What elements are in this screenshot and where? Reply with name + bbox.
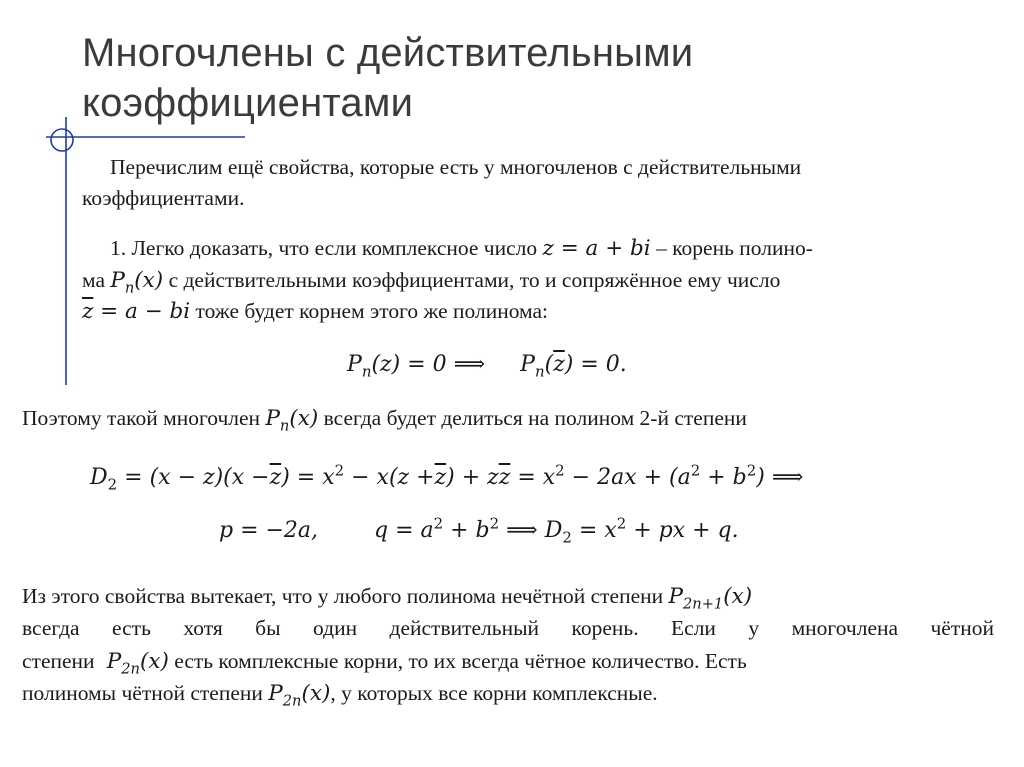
conjugate-root-equation: $P_n(z) = 0$ ⟹ $P_n(\overline{z}) = 0$.	[347, 352, 627, 381]
d2-expansion-formula: $D_2 = (x - z)(x -\overline{z}) = x^2 - x(z +\overline{z}) + z\overline{z} = x^2 - 2ax + (a^2 + b^2)$ ⟹	[90, 461, 804, 494]
conclusion-line-3: степени $P_{2n}(x)$ есть комплексные корни, то их всегда чётное количество. Есть	[22, 649, 747, 678]
zbar-formula: $\overline{z} = a$ − bi	[82, 299, 191, 324]
intro-line-1: Перечислим ещё свойства, которые есть у многочленов с действительными	[110, 155, 802, 179]
intro-line-2: коэффициентами.	[82, 186, 245, 210]
title-line-1: Многочлены с действительными	[82, 31, 694, 75]
z-formula: z = a + bi	[542, 236, 651, 261]
conclusion-line-2: всегда есть хотя бы один действительный корень. Если у многочлена чётной	[22, 616, 994, 640]
conclusion-line-1: Из этого свойства вытекает, что у любого полинома нечётной степени $P_{2n+1}(x)$	[22, 584, 753, 613]
property-1-line-3: $\overline{z} = a$ − bi тоже будет корнем этого же полинома:	[82, 299, 549, 324]
slide-title	[82, 28, 982, 128]
conclusion-line-4: полиномы чётной степени $P_{2n}(x)$, у которых все корни комплексные.	[22, 681, 658, 710]
property-1-line-2: ма $P_n(x)$ с действительными коэффициентами, то и сопряжённое ему число	[82, 268, 781, 297]
poly-pn-x: $P_n(x)$	[110, 268, 164, 297]
title-line-2: коэффициентами	[82, 81, 414, 125]
pq-definition-formula: p = −2a, $q = a^2 + b^2$ ⟹ $D_2 = x^2$ + px + q.	[219, 514, 739, 547]
divisibility-line: Поэтому такой многочлен $P_n(x)$ всегда будет делиться на полином 2-й степени	[22, 406, 747, 435]
property-1-line-1: 1. Легко доказать, что если комплексное число z = a + bi – корень полино-	[110, 236, 813, 261]
